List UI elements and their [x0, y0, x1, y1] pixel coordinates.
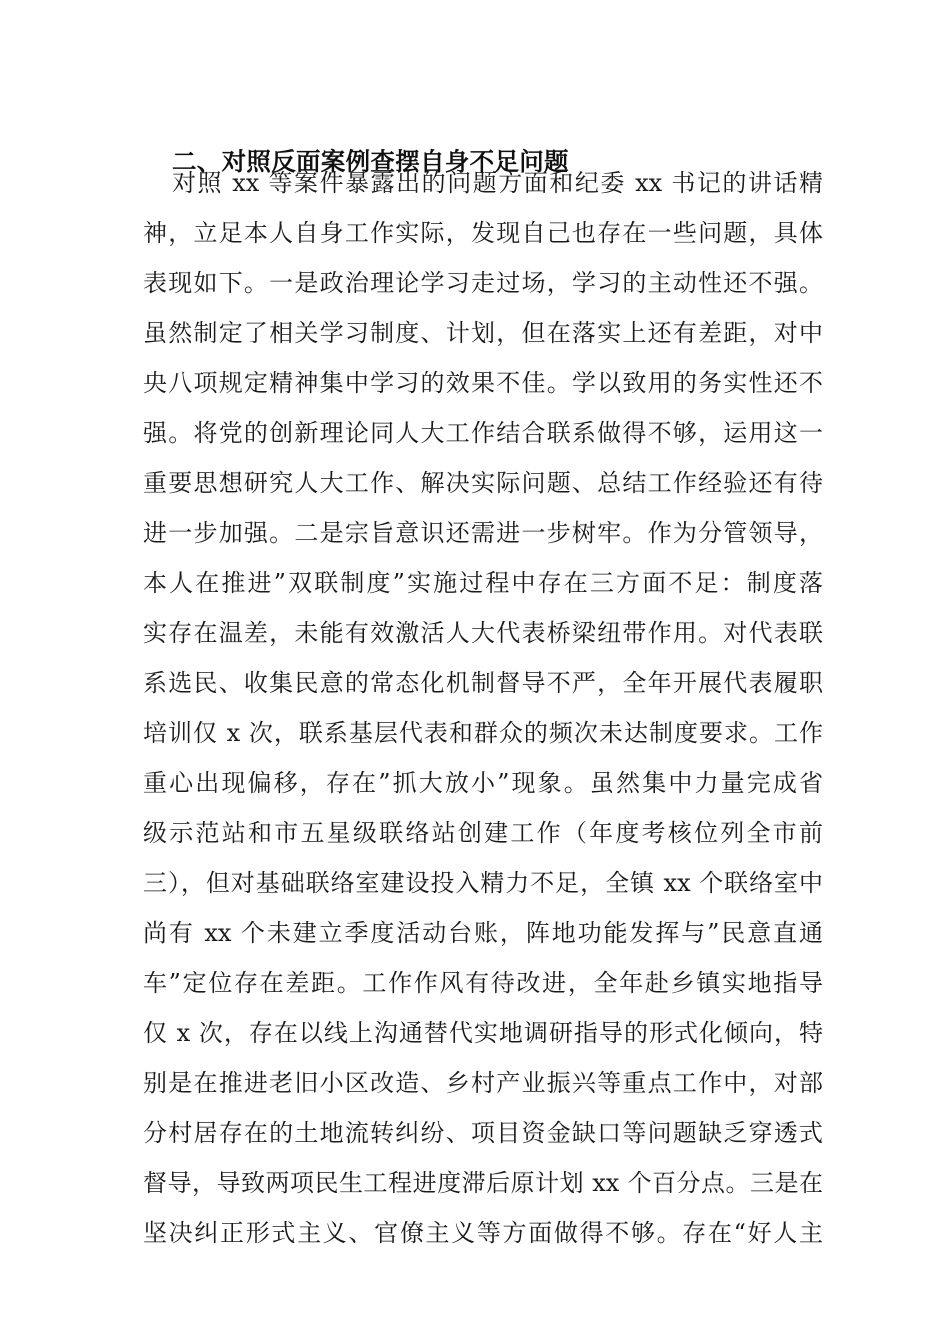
text-line: 强。将党的创新理论同人大工作结合联系做得不够，运用这一 — [143, 419, 823, 447]
text-line: 虽然制定了相关学习制度、计划，但在落实上还有差距，对中 — [143, 319, 823, 347]
text-line: 车”定位存在差距。工作作风有待改进，全年赴乡镇实地指导 — [143, 969, 823, 997]
text-line: 表现如下。一是政治理论学习走过场，学习的主动性还不强。 — [143, 269, 823, 297]
text-line: 进一步加强。二是宗旨意识还需进一步树牢。作为分管领导， — [143, 519, 823, 547]
text-line: 别是在推进老旧小区改造、乡村产业振兴等重点工作中，对部 — [143, 1069, 823, 1097]
section-heading: 二、对照反面案例查摆自身不足问题 — [172, 147, 569, 176]
text-line: 分村居存在的土地流转纠纷、项目资金缺口等问题缺乏穿透式 — [143, 1119, 823, 1147]
text-line: 实存在温差，未能有效激活人大代表桥梁纽带作用。对代表联 — [143, 619, 823, 647]
text-line: 级示范站和市五星级联络站创建工作（年度考核位列全市前 — [143, 819, 823, 847]
text-line: 仅 x 次，存在以线上沟通替代实地调研指导的形式化倾向，特 — [143, 1019, 823, 1047]
text-line: 重要思想研究人大工作、解决实际问题、总结工作经验还有待 — [143, 469, 823, 497]
text-line: 神，立足本人自身工作实际，发现自己也存在一些问题，具体 — [143, 219, 823, 247]
text-line: 本人在推进”双联制度”实施过程中存在三方面不足：制度落 — [143, 569, 823, 597]
text-line: 三），但对基础联络室建设投入精力不足，全镇 xx 个联络室中 — [143, 869, 823, 897]
text-line: 央八项规定精神集中学习的效果不佳。学以致用的务实性还不 — [143, 369, 823, 397]
text-line: 督导，导致两项民生工程进度滞后原计划 xx 个百分点。三是在 — [143, 1169, 823, 1197]
text-line: 坚决纠正形式主义、官僚主义等方面做得不够。存在“好人主 — [143, 1219, 823, 1247]
text-line: 对照 xx 等案件暴露出的问题方面和纪委 xx 书记的讲话精 — [172, 169, 823, 197]
text-line: 尚有 xx 个未建立季度活动台账，阵地功能发挥与”民意直通 — [143, 919, 823, 947]
text-line: 培训仅 x 次，联系基层代表和群众的频次未达制度要求。工作 — [143, 719, 823, 747]
text-line: 系选民、收集民意的常态化机制督导不严，全年开展代表履职 — [143, 669, 823, 697]
text-line: 重心出现偏移，存在”抓大放小”现象。虽然集中力量完成省 — [143, 769, 823, 797]
